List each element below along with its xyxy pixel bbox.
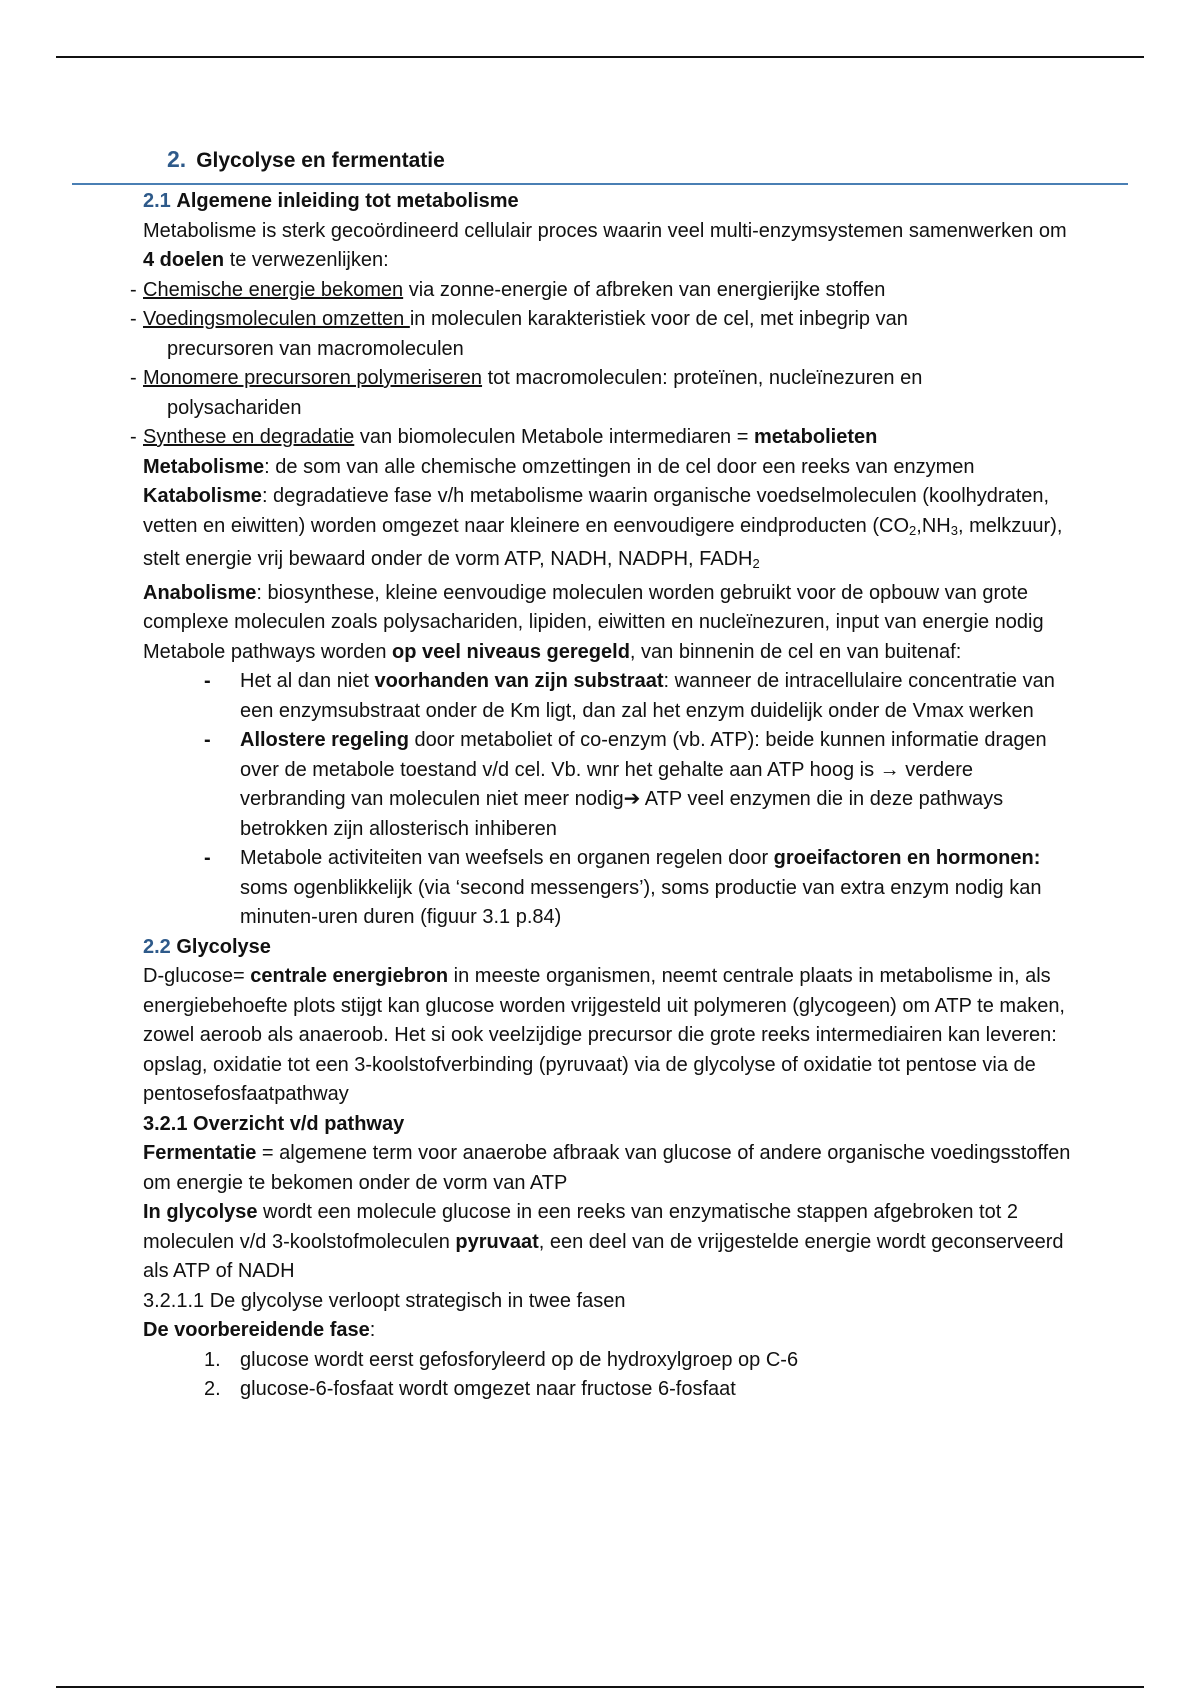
section-2-2-heading: 2.2 Glycolyse bbox=[143, 935, 271, 958]
definition-metabolisme: Metabolisme: de som van alle chemische omzettingen in de cel door een reeks van enzymen bbox=[143, 455, 975, 478]
section-2-1-heading: 2.1 Algemene inleiding tot metabolisme bbox=[143, 190, 519, 212]
goal-item-continuation: precursoren van macromoleculen bbox=[167, 337, 464, 360]
regulation-intro: Metabole pathways worden op veel niveaus geregeld, van binnenin de cel en van buitenaf: bbox=[143, 640, 962, 663]
preparatory-phase-label: De voorbereidende fase: bbox=[143, 1319, 376, 1341]
regulation-item: - Allostere regeling door metaboliet of co-enzym (vb. ATP): beide kunnen informatie dragen over de metabole toestand v/d cel. Vb. wnr het gehalte aan ATP hoog is → verdere verbranding van moleculen niet meer nodig➔ ATP veel enzymen die in deze pathways betrokken zijn allosterisch inhiberen bbox=[204, 729, 1047, 840]
definition-katabolisme: Katabolisme: degradatieve fase v/h metabolisme waarin organische voedselmoleculen (koolhydraten, vetten en eiwitten) worden omgezet naar kleinere en eenvoudigere eindproducten ($CO_2,NH_3$, melkzuur), stelt energie vrij bewaard onder de vorm ATP, NADH, NADPH, $FADH_2$ bbox=[143, 485, 1063, 571]
step-item: 1. glucose wordt eerst gefosforyleerd op de hydroxylgroep op C-6 bbox=[204, 1348, 799, 1371]
goal-item: - Voedingsmoleculen omzetten in moleculen karakteristiek voor de cel, met inbegrip van bbox=[130, 308, 908, 330]
glycolysis-description: In glycolyse wordt een molecule glucose in een reeks van enzymatische stappen afgebroken tot 2 moleculen v/d 3-koolstofmoleculen pyruvaat, een deel van de vrijgestelde energie wordt geconserveerd als ATP of NADH bbox=[143, 1201, 1064, 1282]
goal-item: - Monomere precursoren polymeriseren tot macromoleculen: proteïnen, nucleïnezuren en bbox=[130, 367, 923, 389]
bottom-rule bbox=[56, 1686, 1144, 1688]
goal-item: - Synthese en degradatie van biomoleculen Metabole intermediaren = metabolieten bbox=[130, 426, 878, 448]
top-rule bbox=[56, 56, 1144, 58]
chapter-title: Glycolyse en fermentatie bbox=[196, 149, 445, 172]
steps-list bbox=[143, 1346, 1083, 1405]
regulation-item: - Metabole activiteiten van weefsels en organen regelen door groeifactoren en hormonen: soms ogenblikkelijk (via ‘second messengers’), soms productie van extra enzym nodig kan minuten-uren duren (figuur 3.1 p.84) bbox=[204, 847, 1042, 928]
subsection-heading: 3.2.1 Overzicht v/d pathway bbox=[143, 1112, 405, 1135]
document-body bbox=[130, 187, 1083, 1405]
definition-anabolisme: Anabolisme: biosynthese, kleine eenvoudige moleculen worden gebruikt voor de opbouw van grote complexe moleculen zoals polysachariden, lipiden, eiwitten en nucleïnezuren, input van energie nodig bbox=[143, 581, 1044, 633]
phases-heading: 3.2.1.1 De glycolyse verloopt strategisch in twee fasen bbox=[143, 1289, 626, 1312]
regulation-item: - Het al dan niet voorhanden van zijn substraat: wanneer de intracellulaire concentratie van een enzymsubstraat onder de Km ligt, dan zal het enzym duidelijk onder de Vmax werken bbox=[204, 670, 1055, 722]
goal-item-continuation: polysachariden bbox=[167, 396, 302, 419]
metabolism-intro: Metabolisme is sterk gecoördineerd cellulair proces waarin veel multi-enzymsystemen samenwerken om 4 doelen te verwezenlijken: bbox=[143, 219, 1067, 271]
chapter-heading bbox=[167, 146, 445, 173]
step-item: 2. glucose-6-fosfaat wordt omgezet naar fructose 6-fosfaat bbox=[204, 1378, 736, 1400]
definition-fermentatie: Fermentatie = algemene term voor anaerobe afbraak van glucose of andere organische voedingsstoffen om energie te bekomen onder de vorm van ATP bbox=[143, 1142, 1071, 1194]
chapter-number: 2. bbox=[167, 146, 187, 172]
goal-item: - Chemische energie bekomen via zonne-energie of afbreken van energierijke stoffen bbox=[130, 278, 886, 301]
glycolysis-intro: D-glucose= centrale energiebron in meeste organismen, neemt centrale plaats in metabolisme in, als energiebehoefte plots stijgt kan glucose worden vrijgesteld uit polymeren (glycogeen) om ATP te maken, zowel aeroob als anaeroob. Het si ook veelzijdige precursor die grote reeks intermediairen kan leveren: opslag, oxidatie tot een 3-koolstofverbinding (pyruvaat) via de glycolyse of oxidatie tot pentose via de pentosefosfaatpathway bbox=[143, 965, 1065, 1105]
regulation-list bbox=[143, 667, 1083, 933]
heading-underline bbox=[72, 183, 1128, 185]
